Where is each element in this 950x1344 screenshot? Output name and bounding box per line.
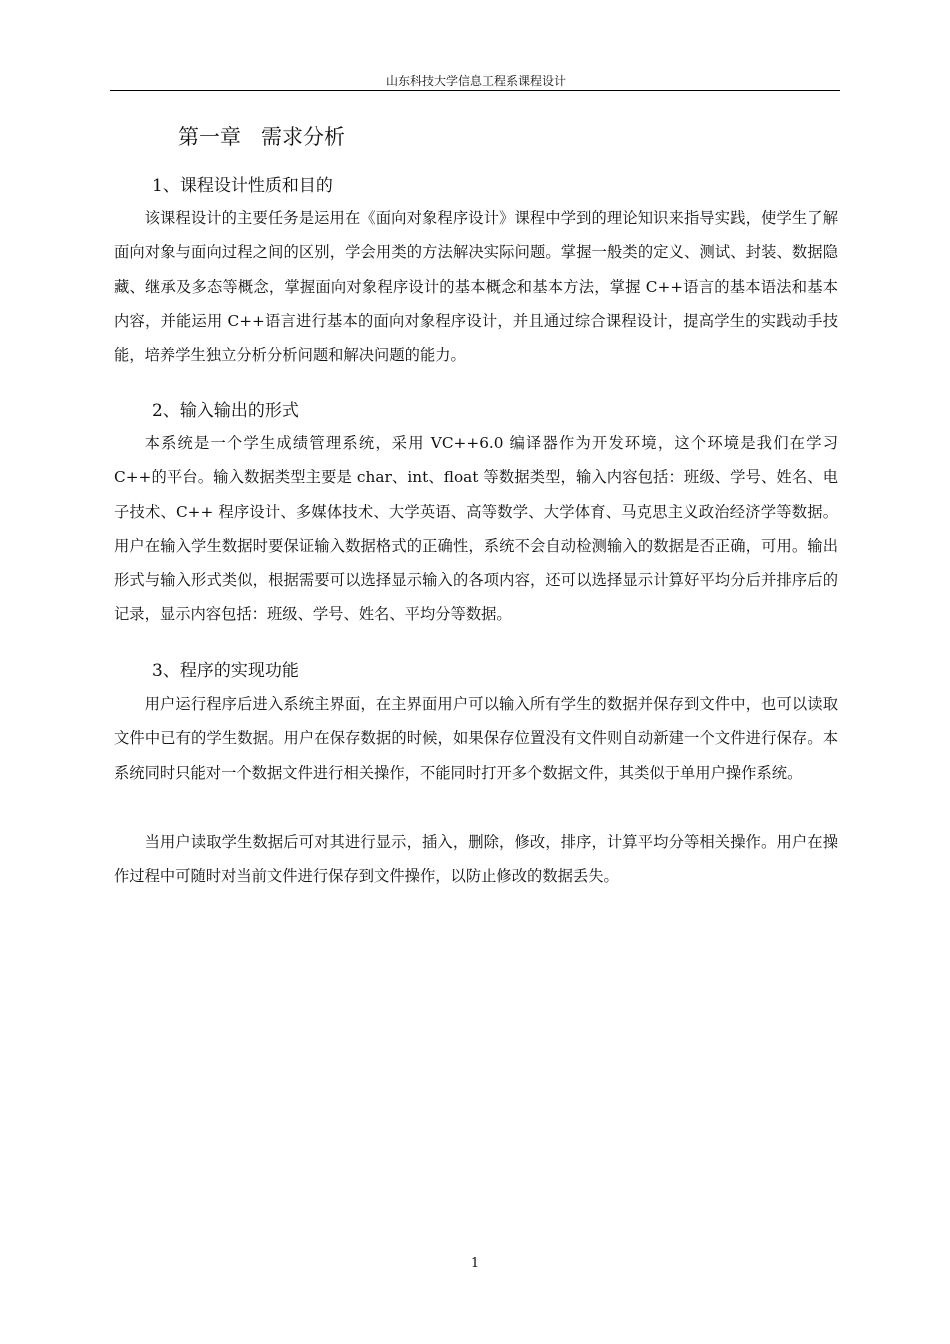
chapter-name: 需求分析 xyxy=(261,125,345,149)
section-3-paragraph-2: 当用户读取学生数据后可对其进行显示，插入，删除，修改，排序，计算平均分等相关操作。用户在操作过程中可随时对当前文件进行保存到文件操作，以防止修改的数据丢失。 xyxy=(114,833,838,886)
section-1-paragraph: 该课程设计的主要任务是运用在《面向对象程序设计》课程中学到的理论知识来指导实践，使学生了解面向对象与面向过程之间的区别，学会用类的方法解决实际问题。掌握一般类的定义、测试、封装、数据隐藏、继承及多态等概念，掌握面向对象程序设计的基本概念和基本方法，掌握 C++语言的基本语法和基本内容，并能运用 C++语言进行基本的面向对象程序设计，并且通过综合课程设计，提高学生的实践动手技能，培养学生独立分析分析问题和解决问题的能力。 xyxy=(114,209,838,365)
section-2-paragraph: 本系统是一个学生成绩管理系统，采用 VC++6.0 编译器作为开发环境，这个环境是我们在学习 C++的平台。输入数据类型主要是 char、int、float 等数据类型，输入内容包括：班级、学号、姓名、电子技术、C++ 程序设计、多媒体技术、大学英语、高等数学、大学体育、马克思主义政治经济学等数据。用户在输入学生数据时要保证输入数据格式的正确性，系统不会自动检测输入的数据是否正确，可用。输出形式与输入形式类似，根据需要可以选择显示输入的各项内容，还可以选择显示计算好平均分后并排序后的记录，显示内容包括：班级、学号、姓名、平均分等数据。 xyxy=(114,434,838,624)
section-heading-3: 3、程序的实现功能 xyxy=(152,661,299,681)
header-divider xyxy=(110,90,840,91)
running-header: 山东科技大学信息工程系课程设计 xyxy=(385,74,566,88)
page-number: 1 xyxy=(470,1256,480,1271)
section-heading-2: 2、输入输出的形式 xyxy=(152,401,299,421)
chapter-title xyxy=(178,121,345,151)
section-heading-1: 1、课程设计性质和目的 xyxy=(152,176,333,196)
section-3-paragraph-1: 用户运行程序后进入系统主界面，在主界面用户可以输入所有学生的数据并保存到文件中，也可以读取文件中已有的学生数据。用户在保存数据的时候，如果保存位置没有文件则自动新建一个文件进行保存。本系统同时只能对一个数据文件进行相关操作，不能同时打开多个数据文件，其类似于单用户操作系统。 xyxy=(114,695,838,782)
chapter-number: 第一章 xyxy=(178,125,241,149)
